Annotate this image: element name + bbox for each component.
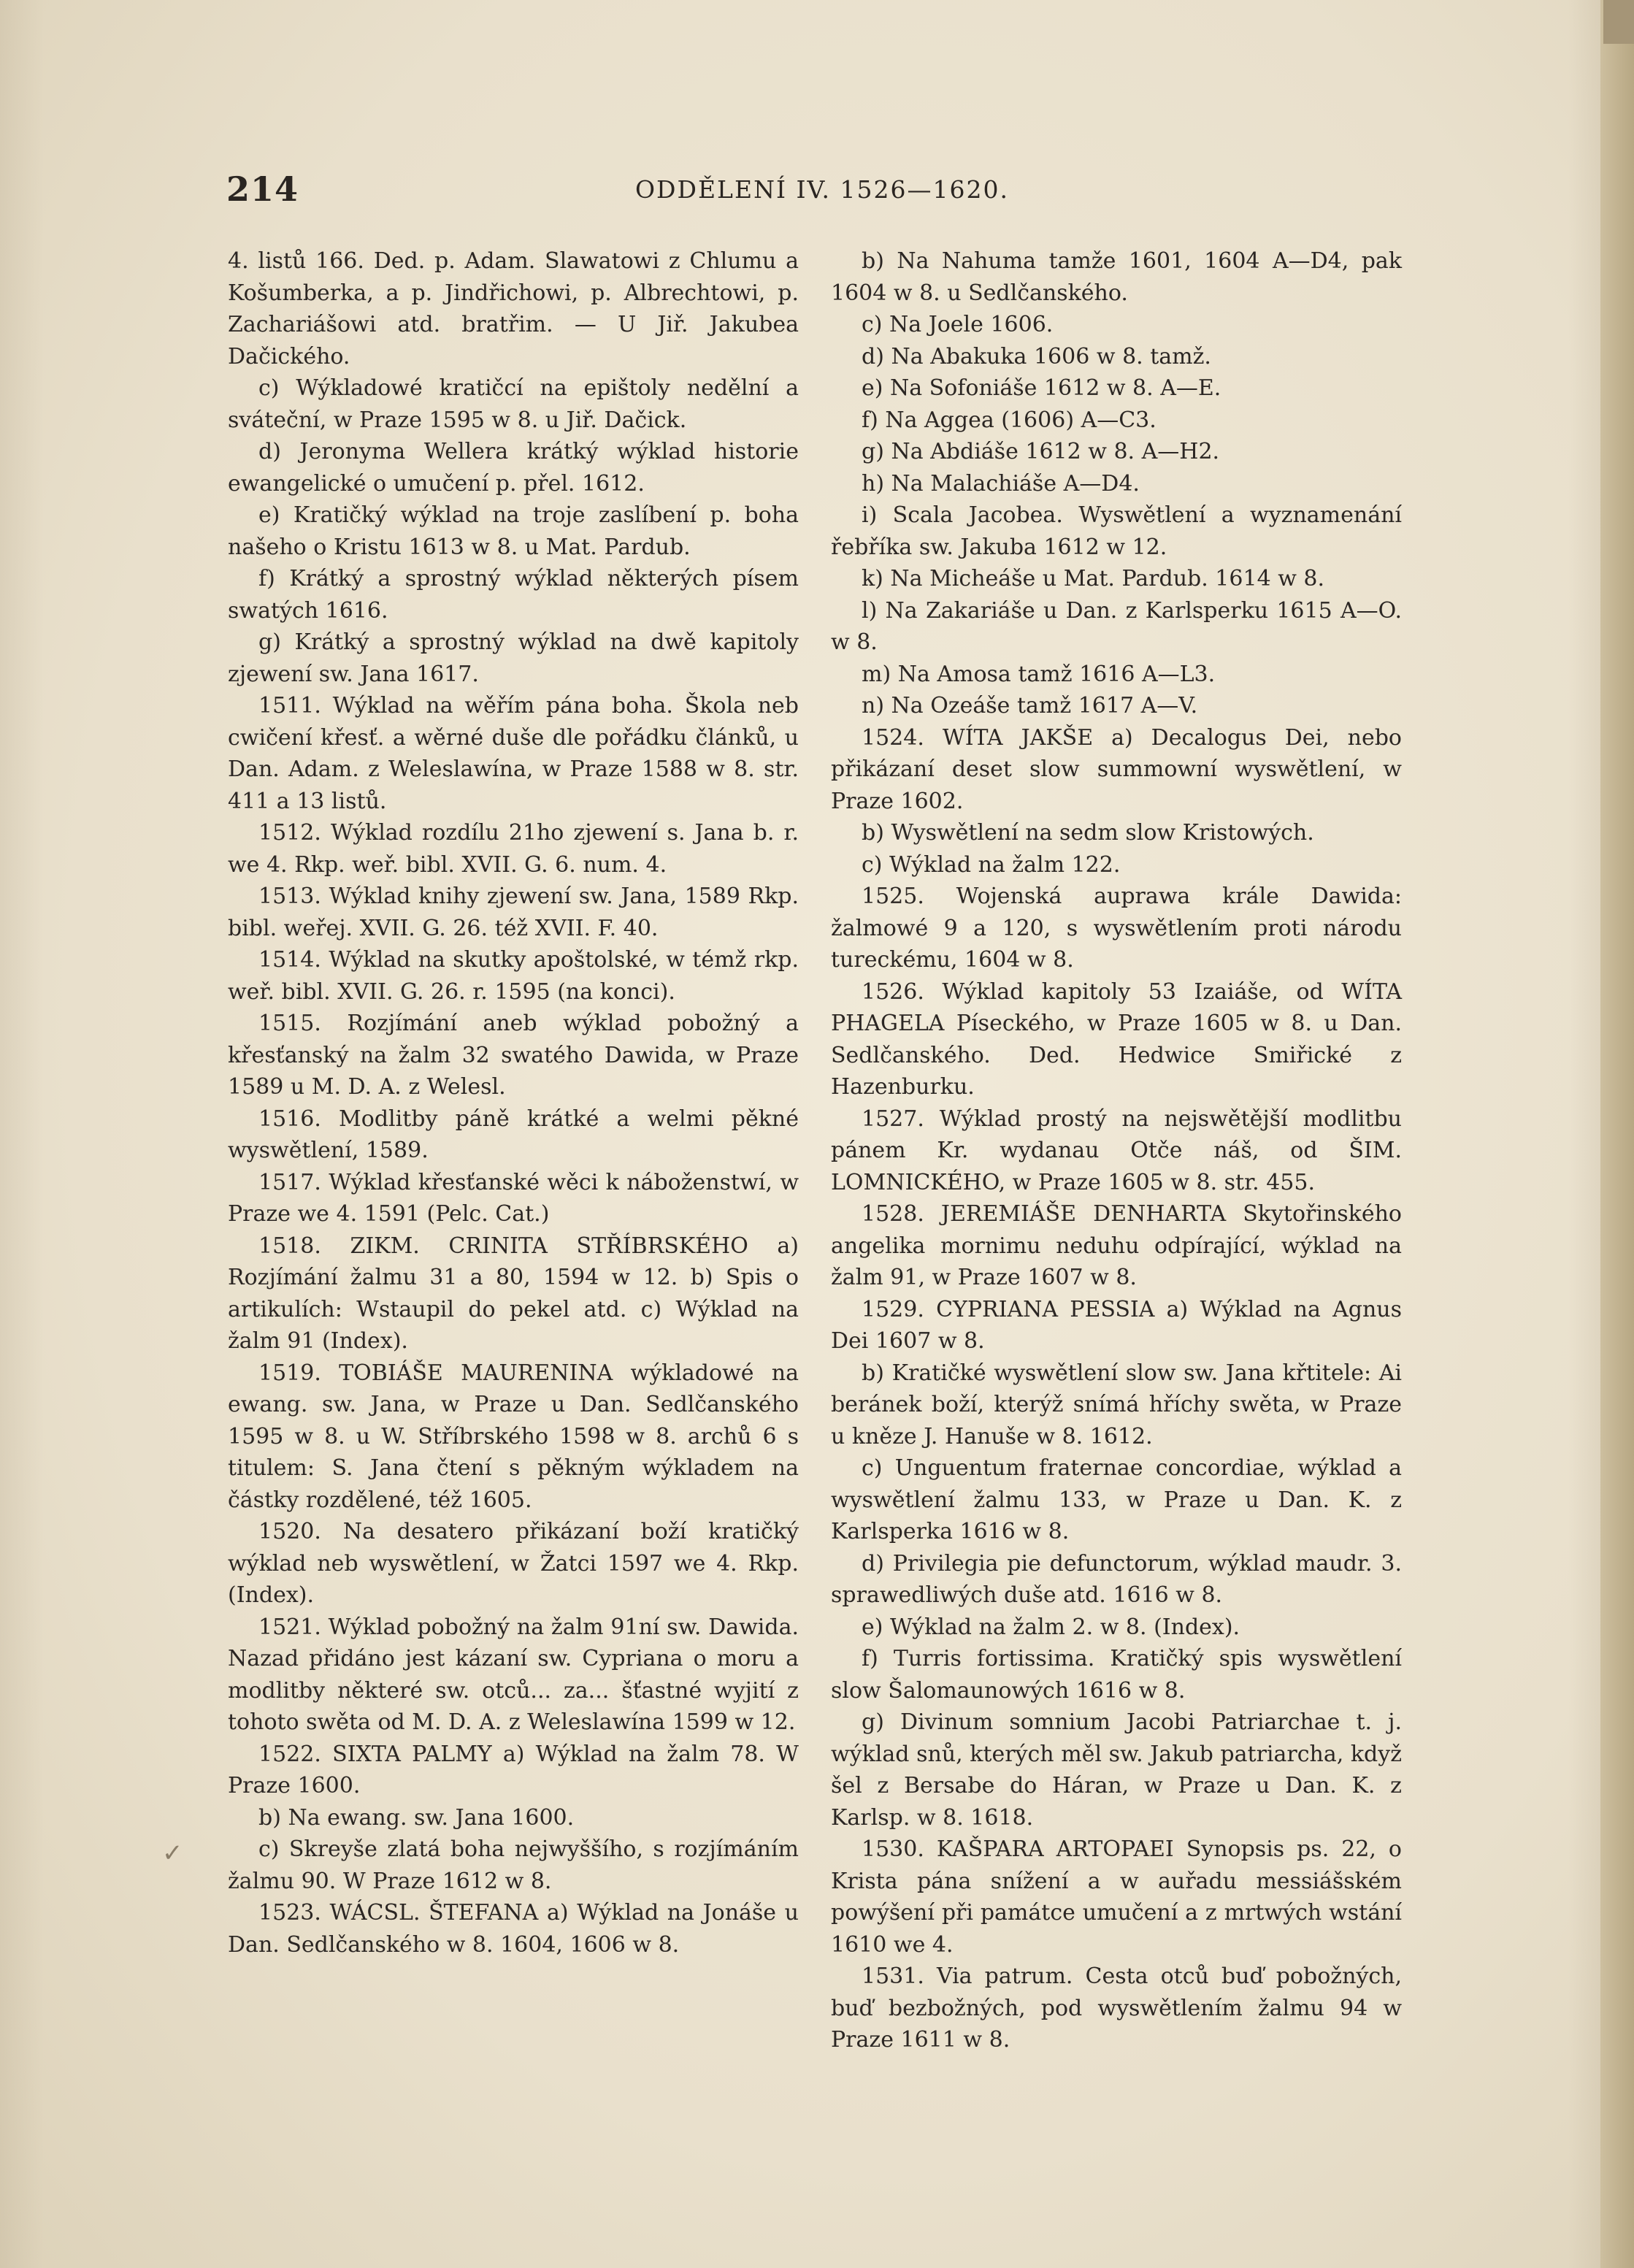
catalog-entry: 1529. CYPRIANA PESSIA a) Wýklad na Agnus Dei 1607 w 8. <box>831 1296 1402 1354</box>
page-number: 214 <box>226 169 299 209</box>
catalog-entry: 1517. Wýklad křesťanské wěci k náboženstwí, w Praze we 4. 1591 (Pelc. Cat.) <box>228 1169 799 1227</box>
catalog-entry: d) Jeronyma Wellera krátký wýklad historie ewangelické o umučení p. přel. 1612. <box>228 439 799 497</box>
catalog-entry: 1516. Modlitby páně krátké a welmi pěkné wyswětlení, 1589. <box>228 1106 799 1163</box>
catalog-entry: l) Na Zakariáše u Dan. z Karlsperku 1615 A—O. w 8. <box>831 597 1402 655</box>
catalog-entry: g) Krátký a sprostný wýklad na dwě kapitoly zjewení sw. Jana 1617. <box>228 629 799 687</box>
catalog-entry: i) Scala Jacobea. Wyswětlení a wyznamenání řebříka sw. Jakuba 1612 w 12. <box>831 502 1402 560</box>
catalog-entry: e) Kratičký wýklad na troje zaslíbení p. boha našeho o Kristu 1613 w 8. u Mat. Pardub. <box>228 502 799 560</box>
catalog-entry: b) Na ewang. sw. Jana 1600. <box>258 1804 575 1831</box>
catalog-entry: 1521. Wýklad pobožný na žalm 91ní sw. Dawida. Nazad přidáno jest kázaní sw. Cypriana o moru a modlitby některé sw. otců... za... šťastné wyjití z tohoto swěta od M. D. A. z Weleslawína 1599 w 12. <box>228 1614 799 1735</box>
catalog-entry: c) Wýklad na žalm 122. <box>862 851 1121 878</box>
catalog-entry: g) Divinum somnium Jacobi Patriarchae t. j. wýklad snů, kterých měl sw. Jakub patriarcha, když šel z Bersabe do Háran, w Praze u Dan. K. z Karlsp. w 8. 1618. <box>831 1709 1402 1831</box>
catalog-entry: d) Na Abakuka 1606 w 8. tamž. <box>862 343 1211 369</box>
catalog-entry: h) Na Malachiáše A—D4. <box>862 470 1140 497</box>
catalog-entry: 1527. Wýklad prostý na nejswětější modlitbu pánem Kr. wydanau Otče náš, od ŠIM. LOMNICKÉHO, w Praze 1605 w 8. str. 455. <box>831 1106 1402 1195</box>
catalog-entry: f) Na Aggea (1606) A—C3. <box>862 407 1157 433</box>
right-text-column <box>831 245 1402 2056</box>
catalog-entry: n) Na Ozeáše tamž 1617 A—V. <box>862 693 1198 719</box>
catalog-entry: g) Na Abdiáše 1612 w 8. A—H2. <box>862 439 1220 464</box>
catalog-entry: 1522. SIXTA PALMY a) Wýklad na žalm 78. W Praze 1600. <box>228 1741 799 1798</box>
catalog-entry: 1515. Rozjímání aneb wýklad pobožný a křesťanský na žalm 32 swatého Dawida, w Praze 1589 u M. D. A. z Welesl. <box>228 1011 799 1100</box>
catalog-entry: m) Na Amosa tamž 1616 A—L3. <box>862 661 1216 687</box>
catalog-entry: c) Wýkladowé kratičcí na epištoly nedělní a sváteční, w Praze 1595 w 8. u Jiř. Dačick. <box>228 375 799 433</box>
page-header <box>226 169 1416 213</box>
catalog-entry: 1520. Na desatero přikázaní boží kratičký wýklad neb wyswětlení, w Žatci 1597 we 4. Rkp. (Index). <box>228 1519 799 1608</box>
catalog-entry: b) Na Nahuma tamže 1601, 1604 A—D4, pak 1604 w 8. u Sedlčanského. <box>831 248 1402 306</box>
catalog-entry: 1514. Wýklad na skutky apoštolské, w témž rkp. weř. bibl. XVII. G. 26. r. 1595 (na konci). <box>228 947 799 1005</box>
catalog-entry: e) Na Sofoniáše 1612 w 8. A—E. <box>862 375 1221 401</box>
catalog-entry: 1528. JEREMIÁŠE DENHARTA Skytořinského angelika mornimu neduhu odpírající, wýklad na žalm 91, w Praze 1607 w 8. <box>831 1201 1402 1290</box>
catalog-entry: b) Wyswětlení na sedm slow Kristowých. <box>862 820 1314 846</box>
catalog-entry: b) Kratičké wyswětlení slow sw. Jana křtitele: Ai beránek boží, kterýž snímá hříchy swěta, w Praze u kněze J. Hanuše w 8. 1612. <box>831 1360 1402 1449</box>
catalog-entry: e) Wýklad na žalm 2. w 8. (Index). <box>862 1614 1240 1640</box>
catalog-entry: 1524. WÍTA JAKŠE a) Decalogus Dei, nebo přikázaní deset slow summowní wyswětlení, w Praze 1602. <box>831 724 1402 814</box>
left-text-column <box>228 245 799 1961</box>
catalog-entry: 1531. Via patrum. Cesta otců buď pobožných, buď bezbožných, pod wyswětlením žalmu 94 w Praze 1611 w 8. <box>831 1964 1402 2053</box>
page-edge-shadow <box>1600 0 1634 2268</box>
catalog-entry: 1526. Wýklad kapitoly 53 Izaiáše, od WÍTA PHAGELA Píseckého, w Praze 1605 w 8. u Dan. Sedlčanského. Ded. Hedwice Smiřické z Hazenburku. <box>831 978 1402 1100</box>
catalog-entry: 1519. TOBIÁŠE MAURENINA wýkladowé na ewang. sw. Jana, w Praze u Dan. Sedlčanského 1595 w 8. u W. Stříbrského 1598 w 8. archů 6 s titulem: S. Jana čtení s pěkným wýkladem na částky rozdělené, též 1605. <box>228 1360 799 1513</box>
catalog-entry: 1518. ZIKM. CRINITA STŘÍBRSKÉHO a) Rozjímání žalmu 31 a 80, 1594 w 12. b) Spis o artikulích: Wstaupil do pekel atd. c) Wýklad na žalm 91 (Index). <box>228 1233 799 1354</box>
catalog-entry: c) Unguentum fraternae concordiae, wýklad a wyswětlení žalmu 133, w Praze u Dan. K. z Karlsperka 1616 w 8. <box>831 1455 1402 1544</box>
margin-tick-mark: ✓ <box>162 1839 183 1868</box>
catalog-entry: 1523. WÁCSL. ŠTEFANA a) Wýklad na Jonáše u Dan. Sedlčanského w 8. 1604, 1606 w 8. <box>228 1900 799 1958</box>
catalog-entry: 1513. Wýklad knihy zjewení sw. Jana, 1589 Rkp. bibl. weřej. XVII. G. 26. též XVII. F. 40. <box>228 884 799 941</box>
catalog-entry: 1511. Wýklad na wěřím pána boha. Škola neb cwičení křesť. a wěrné duše dle pořádku článků, u Dan. Adam. z Weleslawína, w Praze 1588 w 8. str. 411 a 13 listů. <box>228 693 799 814</box>
catalog-entry: 1525. Wojenská auprawa krále Dawida: žalmowé 9 a 120, s wyswětlením proti národu tureckému, 1604 w 8. <box>831 884 1402 973</box>
paper-stain <box>1603 0 1634 44</box>
catalog-entry: 1530. KAŠPARA ARTOPAEI Synopsis ps. 22, o Krista pána snížení a w auřadu messiášském powýšení při památce umučení a z mrtwých wstání 1610 we 4. <box>831 1836 1402 1958</box>
running-head: ODDĚLENÍ IV. 1526—1620. <box>635 175 1009 204</box>
catalog-entry: d) Privilegia pie defunctorum, wýklad maudr. 3. sprawedliwých duše atd. 1616 w 8. <box>831 1550 1402 1608</box>
catalog-entry: 4. listů 166. Ded. p. Adam. Slawatowi z Chlumu a Košumberka, a p. Jindřichowi, p. Albrechtowi, p. Zachariášowi atd. bratřim. — U Jiř. Jakubea Dačického. <box>228 248 799 369</box>
catalog-entry: c) Skreyše zlatá boha nejwyššího, s rozjímáním žalmu 90. W Praze 1612 w 8. <box>228 1836 799 1894</box>
catalog-entry: f) Krátký a sprostný wýklad některých písem swatých 1616. <box>228 566 799 624</box>
catalog-entry: k) Na Micheáše u Mat. Pardub. 1614 w 8. <box>862 566 1325 591</box>
catalog-entry: c) Na Joele 1606. <box>862 312 1054 337</box>
catalog-entry: f) Turris fortissima. Kratičký spis wyswětlení slow Šalomaunowých 1616 w 8. <box>831 1646 1402 1704</box>
catalog-entry: 1512. Wýklad rozdílu 21ho zjewení s. Jana b. r. we 4. Rkp. weř. bibl. XVII. G. 6. num. 4. <box>228 820 799 878</box>
